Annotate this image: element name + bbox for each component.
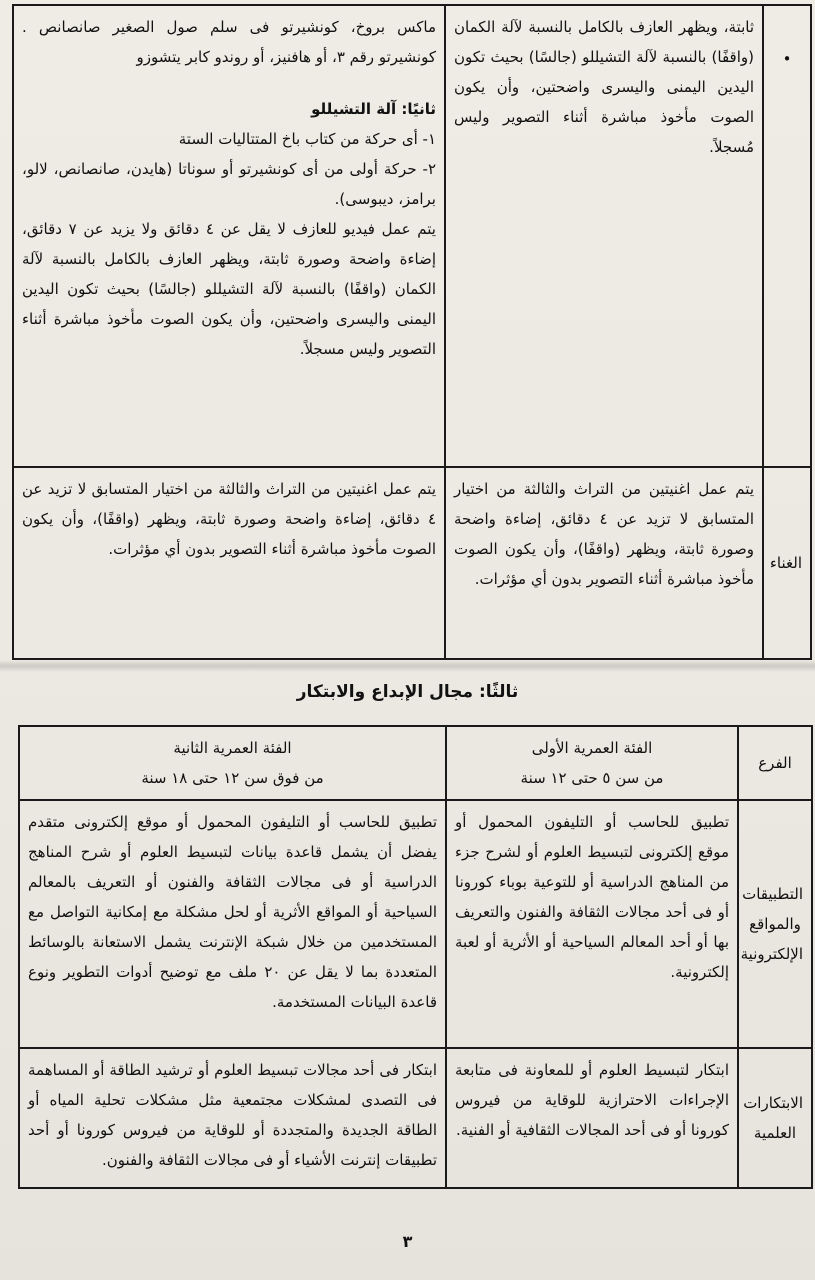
- page-number: ٣: [402, 1232, 413, 1251]
- second-age-cell: يتم عمل اغنيتين من التراث والثالثة من اختيار المتسابق لا تزيد عن ٤ دقائق، إضاءة واضحة وصورة ثابتة، ويظهر (واقفًا)، وأن يكون الصوت مأخوذ مباشرة أثناء التصوير بدون أي مؤثرات.: [13, 467, 445, 659]
- branch-cell: التطبيقات والمواقع الإلكترونية: [738, 800, 812, 1048]
- subheading: ثانيًا: آلة التشيللو: [311, 100, 436, 118]
- second-age-cell: تطبيق للحاسب أو التليفون المحمول أو موقع إلكترونى متقدم يفضل أن يشمل قاعدة بيانات لتبسيط العلوم أو شرح المناهج الدراسية أو فى مجالات الثقافة والفنون أو التعريف بالمعالم السياحية أو المواقع الأثرية أو لحل مشكلة مع إمكانية التواصل مع المستخدمين من خلال شبكة الإنترنت يشمل الاستعانة بالوسائط المتعددة بما لا يقل عن ٢٠ ملف مع توضيح أدوات التطوير ونوع قاعدة البيانات المستخدمة.: [19, 800, 446, 1048]
- table-row: [19, 800, 812, 1048]
- first-age-cell: يتم عمل اغنيتين من التراث والثالثة من اختيار المتسابق لا تزيد عن ٤ دقائق، إضاءة واضحة وصورة ثابتة، ويظهر (واقفًا)، وأن يكون الصوت مأخوذ مباشرة أثناء التصوير بدون أي مؤثرات.: [445, 467, 763, 659]
- branch-cell: •: [763, 5, 811, 467]
- column-header-first-age: الفئة العمرية الأولى من سن ٥ حتى ١٢ سنة: [446, 726, 738, 800]
- first-age-cell: ابتكار لتبسيط العلوم أو للمعاونة فى متابعة الإجراءات الاحترازية للوقاية من فيروس كورونا أو فى أحد المجالات الثقافية أو الفنية.: [446, 1048, 738, 1188]
- column-header-branch: الفرع: [738, 726, 812, 800]
- paragraph: يتم عمل فيديو للعازف لا يقل عن ٤ دقائق ولا يزيد عن ٧ دقائق، إضاءة واضحة وصورة ثابتة، ويظهر العازف بالكامل بالنسبة لآلة الكمان (واقفًا) بالنسبة لآلة التشيللو (جالسًا) بحيث تكون اليدين اليمنى واليسرى واضحتين، وأن يكون الصوت مأخوذ مباشرة أثناء التصوير وليس مسجلاً.: [22, 220, 436, 358]
- second-age-cell: [13, 5, 445, 467]
- second-age-cell: ابتكار فى أحد مجالات تبسيط العلوم أو ترشيد الطاقة أو المساهمة فى التصدى لمشكلات مجتمعية مثل مشكلات تحلية المياه أو الطاقة الجديدة والمتجددة أو للوقاية من فيروس كورونا أو أحد تطبيقات إنترنت الأشياء أو فى مجالات الثقافة والفنون.: [19, 1048, 446, 1188]
- first-age-cell: ثابتة، ويظهر العازف بالكامل بالنسبة لآلة الكمان (واقفًا) بالنسبة لآلة التشيللو (جالسًا) بحيث تكون اليدين اليمنى واليسرى واضحتين، وأن يكون الصوت مأخوذ مباشرة أثناء التصوير وليس مُسجلاً.: [445, 5, 763, 467]
- column-header-second-age: الفئة العمرية الثانية من فوق سن ١٢ حتى ١٨ سنة: [19, 726, 446, 800]
- branch-cell: الغناء: [763, 467, 811, 659]
- table-header-row: [19, 726, 812, 800]
- table-row: [13, 467, 811, 659]
- section-heading: ثالثًا: مجال الإبداع والابتكار: [296, 682, 519, 702]
- scan-shadow: [0, 660, 815, 672]
- table-row: [19, 1048, 812, 1188]
- list-item: ١- أى حركة من كتاب باخ المتتاليات الستة: [178, 130, 436, 148]
- list-item: ٢- حركة أولى من أى كونشيرتو أو سوناتا (هايدن، صانصانص، لالو، برامز، ديبوسى).: [22, 160, 436, 208]
- branch-cell: الابتكارات العلمية: [738, 1048, 812, 1188]
- paragraph: ماكس بروخ، كونشيرتو فى سلم صول الصغير صانصانص . كونشيرتو رقم ٣، أو هافنيز، أو روندو كابر يتشوزو: [22, 18, 436, 66]
- section-table-3: [18, 725, 813, 1189]
- first-age-cell: تطبيق للحاسب أو التليفون المحمول أو موقع إلكترونى لتبسيط العلوم أو لشرح جزء من المناهج الدراسية أو للتوعية بوباء كورونا أو فى أحد مجالات الثقافة والفنون والتعريف بها أو أحد المعالم السياحية أو الأثرية أو لعبة إلكترونية.: [446, 800, 738, 1048]
- table-row: [13, 5, 811, 467]
- section-table-1: [12, 4, 812, 660]
